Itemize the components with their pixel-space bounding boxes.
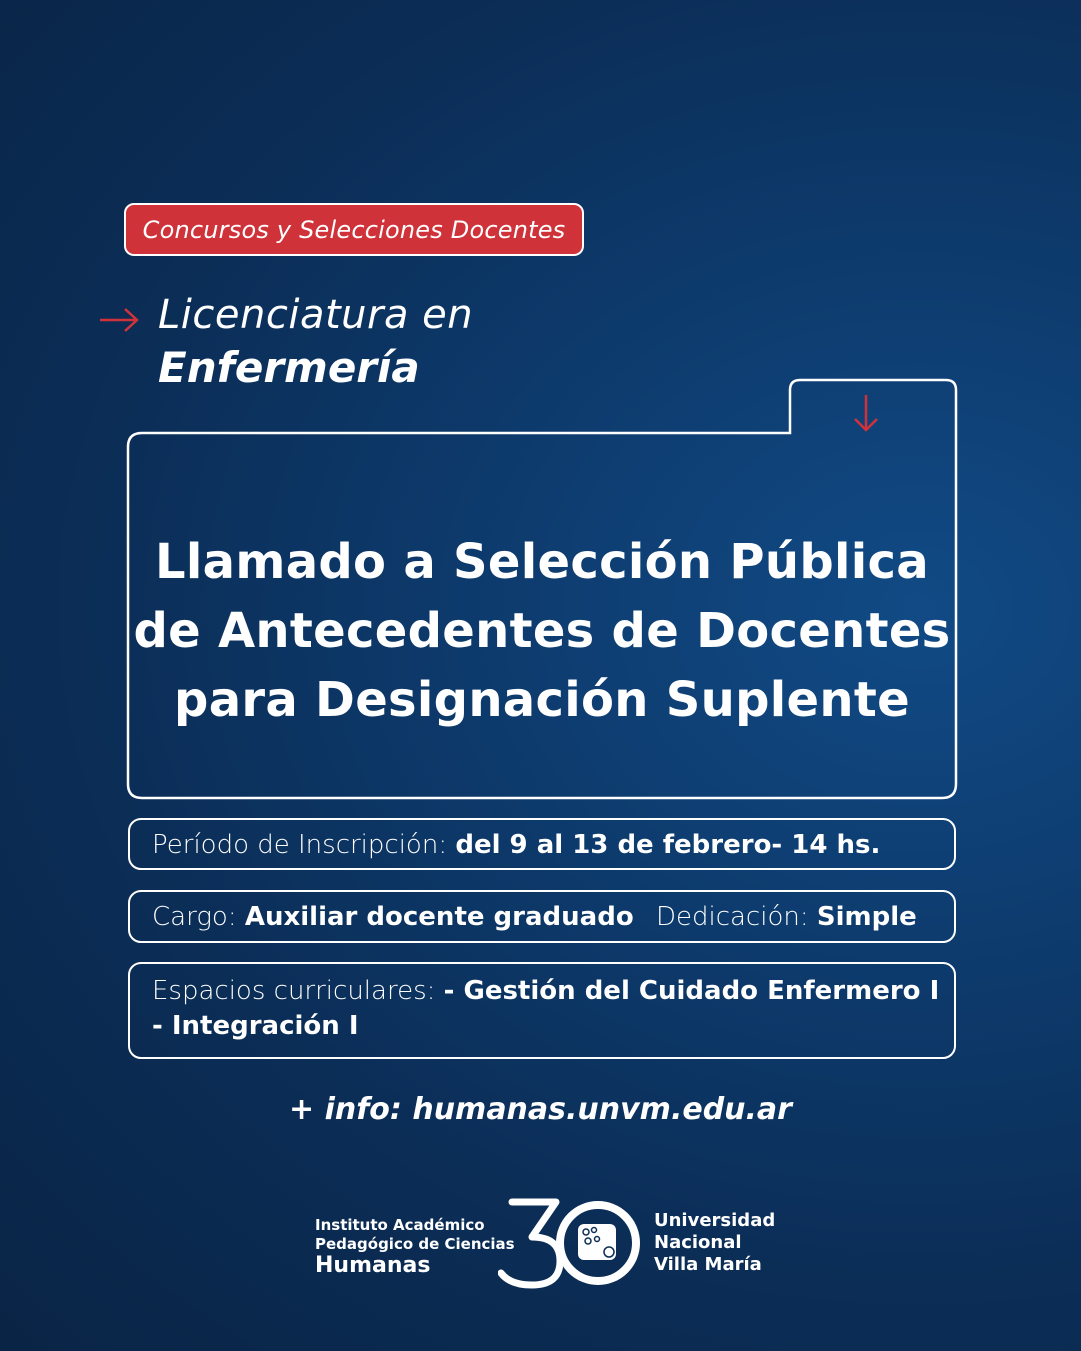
headline: [130, 528, 954, 735]
periodo-box: [128, 818, 956, 870]
university-line-2: Nacional: [654, 1232, 742, 1253]
arrow-right-icon: [98, 305, 142, 335]
cargo-label: Cargo:: [152, 902, 237, 932]
periodo-label: Período de Inscripción:: [152, 830, 448, 860]
institute-line-2: Pedagógico de Ciencias: [315, 1235, 515, 1253]
subtitle-line-2: Enfermería: [158, 343, 420, 392]
dedicacion-value: Simple: [816, 902, 917, 932]
info-link[interactable]: + info: humanas.unvm.edu.ar: [289, 1092, 792, 1127]
espacios-item-2: - Integración I: [152, 1011, 359, 1041]
subtitle-line-1: Licenciatura en: [158, 292, 474, 338]
arrow-down-icon: [850, 393, 882, 435]
headline-line-3: para Designación Suplente: [174, 672, 910, 728]
dedicacion-label: Dedicación:: [655, 902, 809, 932]
cargo-value: Auxiliar docente graduado: [244, 902, 634, 932]
espacios-item-1: - Gestión del Cuidado Enfermero I: [443, 976, 940, 1006]
institute-line-3: Humanas: [315, 1253, 431, 1278]
periodo-value: del 9 al 13 de febrero- 14 hs.: [455, 830, 881, 860]
institute-logo-text: [315, 1216, 515, 1278]
unvm-30-logo: [498, 1197, 644, 1289]
cargo-box: [128, 890, 956, 943]
institute-line-1: Instituto Académico: [315, 1216, 485, 1234]
category-tag: Concursos y Selecciones Docentes: [124, 203, 584, 256]
headline-line-1: Llamado a Selección Pública: [155, 534, 929, 590]
headline-line-2: de Antecedentes de Docentes: [133, 603, 951, 659]
espacios-box: [128, 962, 956, 1059]
university-line-1: Universidad: [654, 1210, 776, 1231]
university-logo-text: [654, 1210, 775, 1276]
espacios-label: Espacios curriculares:: [152, 976, 436, 1006]
university-line-3: Villa María: [654, 1254, 762, 1275]
